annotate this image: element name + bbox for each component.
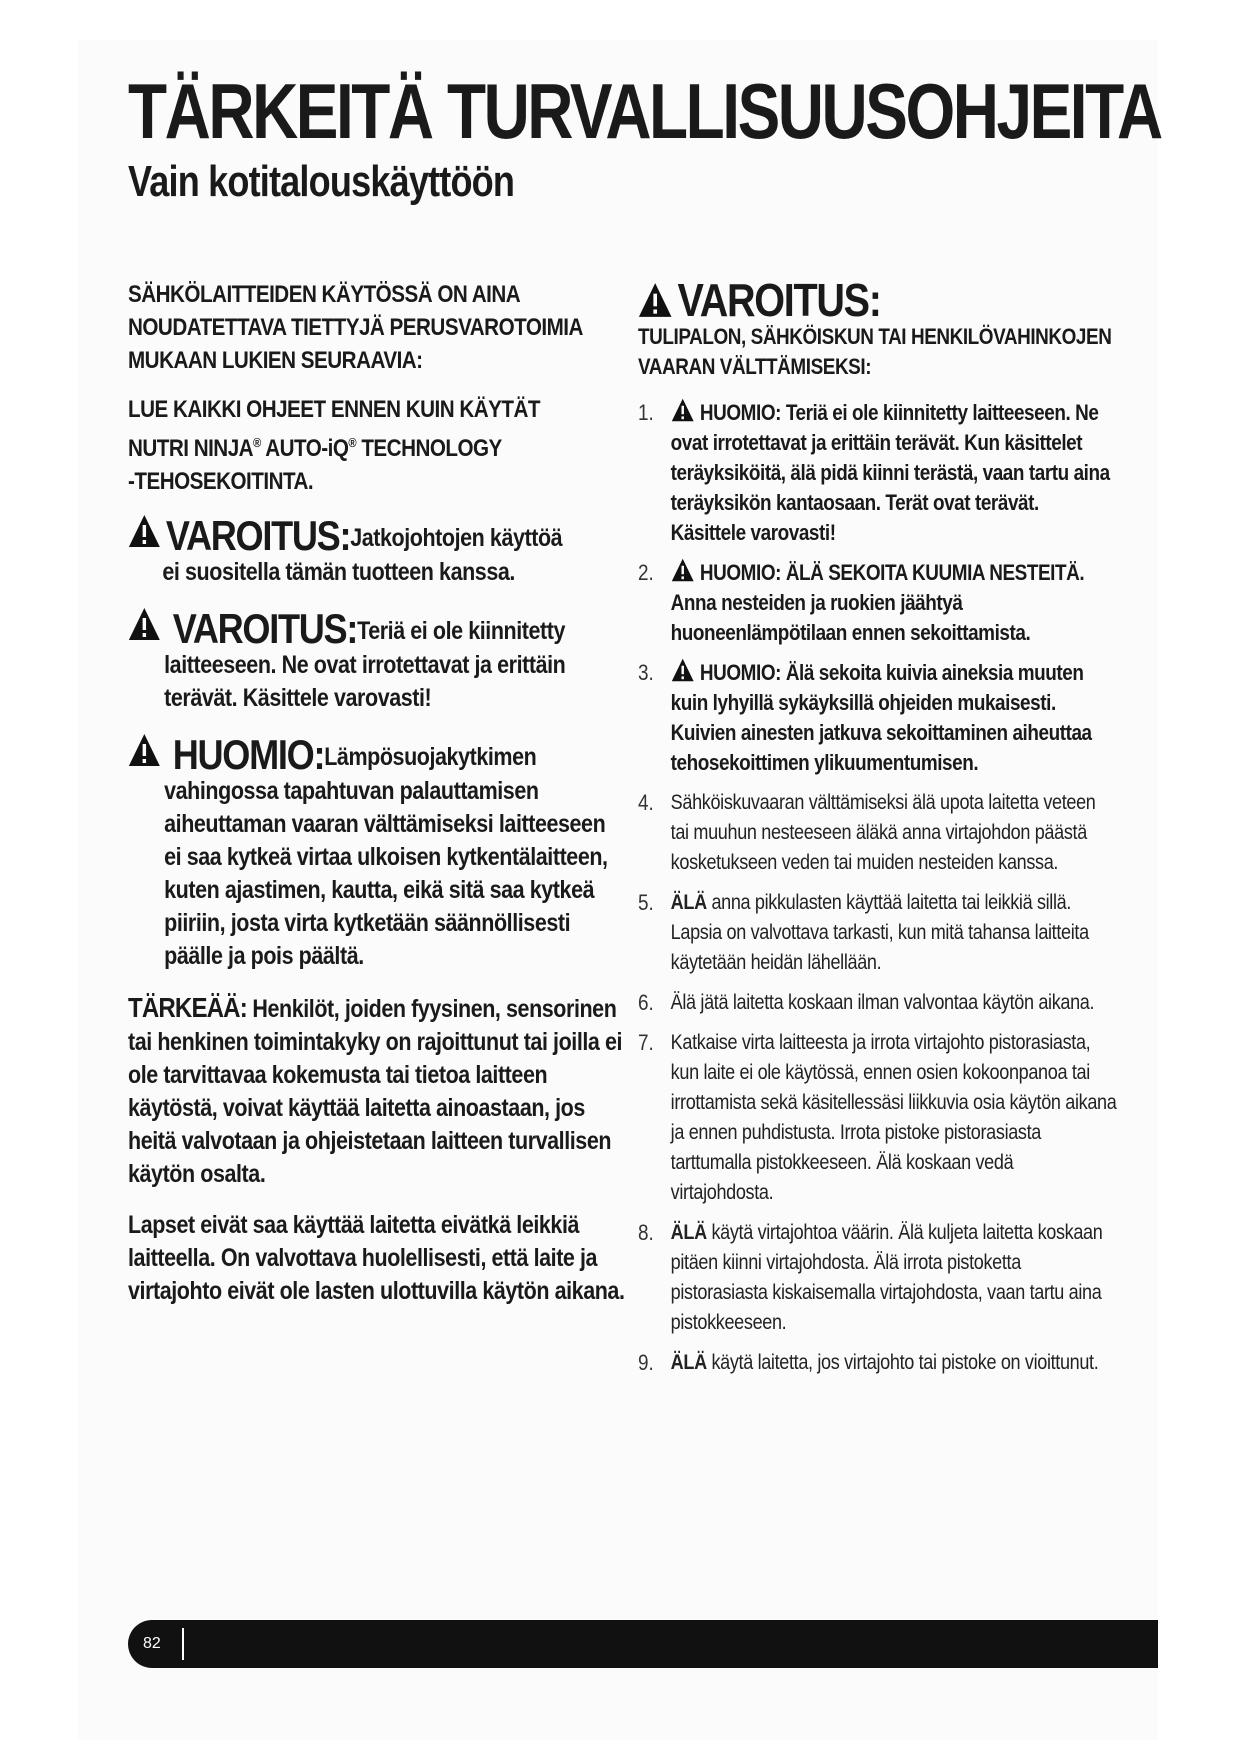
intro-text: SÄHKÖLAITTEIDEN KÄYTÖSSÄ ON AINA NOUDATETTAVA TIETTYJÄ PERUSVAROTOIMIA MUKAAN LUKIEN SEURAAVIA: <box>128 281 583 374</box>
caution-label: HUOMIO: <box>172 731 325 778</box>
list-item: 4. Sähköiskuvaaran välttämiseksi älä upota laitetta veteen tai muuhun nesteeseen äläkä anna virtajohdon päästä kosketukseen veden tai muiden nesteiden kanssa. <box>638 790 1096 874</box>
list-item: 9. ÄLÄ käytä laitetta, jos virtajohto tai pistoke on vioittunut. <box>638 1350 1099 1375</box>
page-subtitle: Vain kotitalouskäyttöön <box>128 157 515 206</box>
list-item: 2. HUOMIO: ÄLÄ SEKOITA KUUMIA NESTEITÄ. Anna nesteiden ja ruokien jäähtyä huoneenlämpötilaan ennen sekoittamista. <box>638 560 1085 645</box>
list-item: 7. Katkaise virta laitteesta ja irrota virtajohto pistorasiasta, kun laite ei ole käytössä, ennen osien kokoonpanoa tai irrottamista sekä käsitellessäsi liikkuvia osia käytön aikana ja ennen puhdistusta. Irrota pistoke pistorasiasta tarttumalla pistokkeeseen. Älä koskaan vedä virtajohdosta. <box>638 1030 1117 1204</box>
warning-triangle-icon <box>671 398 695 422</box>
list-item: 3. HUOMIO: Älä sekoita kuivia aineksia muuten kuin lyhyillä sykäyksillä ohjeiden mukaisesti. Kuivien ainesten jatkuva sekoittaminen aiheuttaa tehosekoittimen ylikuumentumisen. <box>638 660 1092 775</box>
page-title: TÄRKEITÄ TURVALLISUUSOHJEITA <box>128 67 1161 155</box>
warning-blades: VAROITUS:Teriä ei ole kiinnitetty laitteeseen. Ne ovat irrotettavat ja erittäin terävät. Käsittele varovasti! <box>128 607 628 715</box>
warning-triangle-icon <box>128 733 161 767</box>
page-number: 82 <box>143 1635 161 1652</box>
right-warning-heading: VAROITUS: <box>638 278 1118 322</box>
list-item: 6. Älä jätä laitetta koskaan ilman valvontaa käytön aikana. <box>638 990 1095 1015</box>
list-item: 8. ÄLÄ käytä virtajohtoa väärin. Älä kuljeta laitetta koskaan pitäen kiinni virtajohdosta. Älä irrota pistoketta pistorasiasta kiskaisemalla virtajohdosta, vaan tartu aina pistokkeeseen. <box>638 1220 1103 1334</box>
children-note: Lapset eivät saa käyttää laitetta eivätkä leikkiä laitteella. On valvottava huolellisesti, että laite ja virtajohto eivät ole lasten ulottuvilla käytön aikana. <box>128 1211 625 1305</box>
footer-bar <box>128 1620 1158 1668</box>
read-all-instructions: LUE KAIKKI OHJEET ENNEN KUIN KÄYTÄT NUTRI NINJA® AUTO-iQ® TECHNOLOGY -TEHOSEKOITINTA. <box>128 396 540 495</box>
warning-triangle-icon <box>128 607 161 641</box>
left-column <box>128 278 628 1326</box>
warning-triangle-icon <box>671 558 695 582</box>
warning-label: VAROITUS: <box>165 512 351 559</box>
right-column <box>638 274 1118 1388</box>
list-item: 1. HUOMIO: Teriä ei ole kiinnitetty laitteeseen. Ne ovat irrotettavat ja erittäin terävät. Kun käsittelet teräyksiköitä, älä pidä kiinni terästä, vaan tartu aina teräyksikön kantaosaan. Terät ovat terävät. Käsittele varovasti! <box>638 400 1110 545</box>
caution-thermal-switch: HUOMIO:Lämpösuojakytkimen vahingossa tapahtuvan palauttamisen aiheuttaman vaaran välttämiseksi laitteeseen ei saa kytkeä virtaa ulkoisen kytkentälaitteen, kuten ajastimen, kautta, eikä sitä saa kytkeä piiriin, josta virta kytketään säännöllisesti päälle ja pois päältä. <box>128 733 628 973</box>
warning-extension-cords: VAROITUS:Jatkojohtojen käyttöä ei suositella tämän tuotteen kanssa. <box>128 514 628 589</box>
list-item: 5. ÄLÄ anna pikkulasten käyttää laitetta tai leikkiä sillä. Lapsia on valvottava tarkasti, kun mitä tahansa laitteita käytetään heidän lähellään. <box>638 890 1089 974</box>
warning-triangle-icon <box>671 658 695 682</box>
warning-triangle-icon <box>128 514 161 548</box>
right-warning-subheading: TULIPALON, SÄHKÖISKUN TAI HENKILÖVAHINKOJEN VAARAN VÄLTTÄMISEKSI: <box>638 324 1112 379</box>
warning-triangle-icon <box>638 282 672 318</box>
warning-label: VAROITUS: <box>172 605 358 652</box>
important-note: TÄRKEÄÄ: Henkilöt, joiden fyysinen, sensorinen tai henkinen toimintakyky on rajoittunut tai joilla ei ole tarvittavaa kokemusta tai tietoa laitteen käytöstä, voivat käyttää laitetta ainoastaan, jos heitä valvotaan ja ohjeistetaan laitteen turvallisen käytön osalta. <box>128 992 623 1188</box>
footer-divider <box>182 1628 184 1660</box>
safety-list <box>638 398 1118 1378</box>
important-label: TÄRKEÄÄ: <box>128 992 247 1023</box>
